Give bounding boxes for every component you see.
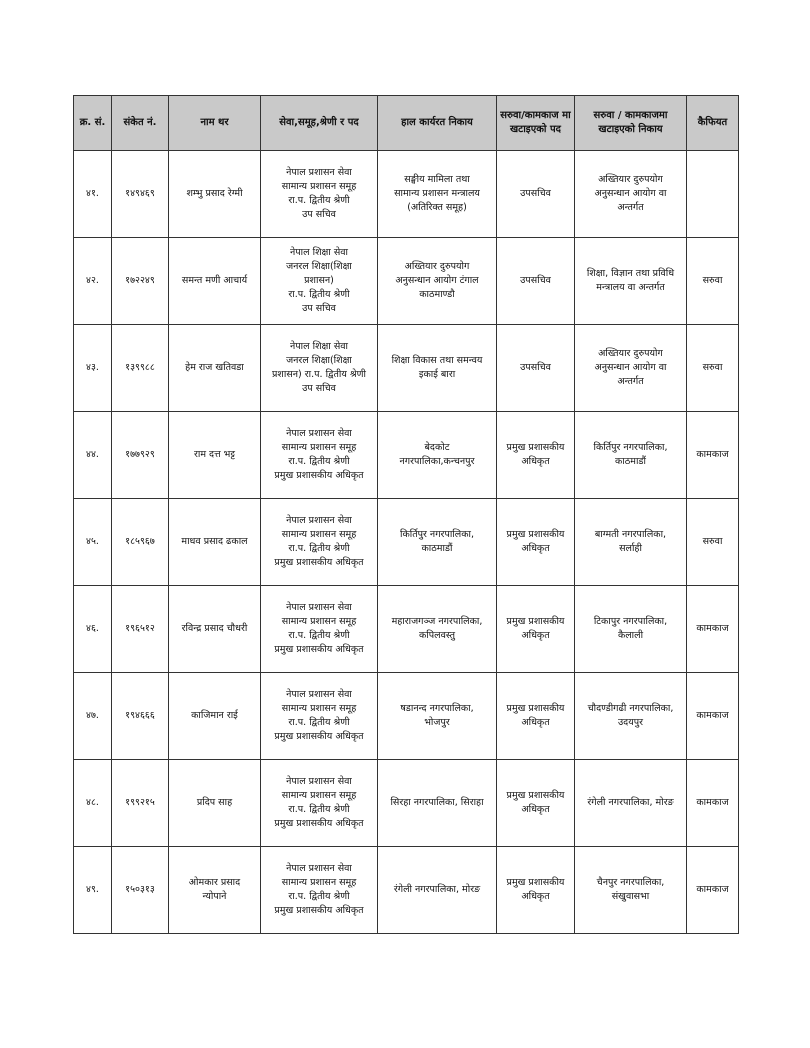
header-transfer-office: सरुवा / कामकाजमा खटाइएको निकाय [575,96,687,151]
cell-service: नेपाल प्रशासन सेवा सामान्य प्रशासन समूह रा.प. द्वितीय श्रेणी उप सचिव [261,151,378,238]
cell-service: नेपाल प्रशासन सेवा सामान्य प्रशासन समूह रा.प. द्वितीय श्रेणी प्रमुख प्रशासकीय अधिकृत [261,673,378,760]
cell-transfer-office: टिकापुर नगरपालिका, कैलाली [575,586,687,673]
cell-code: १५०३१३ [112,847,169,934]
cell-transfer-office: अख्तियार दुरुपयोग अनुसन्धान आयोग वा अन्तर्गत [575,325,687,412]
header-name: नाम थर [169,96,261,151]
header-current-office: हाल कार्यरत निकाय [378,96,497,151]
cell-sn: ४८. [74,760,112,847]
cell-name: शम्भु प्रसाद रेग्मी [169,151,261,238]
cell-transfer-office: बाग्मती नगरपालिका, सर्लाही [575,499,687,586]
cell-service: नेपाल प्रशासन सेवा सामान्य प्रशासन समूह रा.प. द्वितीय श्रेणी प्रमुख प्रशासकीय अधिकृत [261,847,378,934]
cell-service: नेपाल प्रशासन सेवा सामान्य प्रशासन समूह रा.प. द्वितीय श्रेणी प्रमुख प्रशासकीय अधिकृत [261,586,378,673]
cell-name: राम दत्त भट्ट [169,412,261,499]
transfer-table [73,95,739,934]
cell-sn: ४४. [74,412,112,499]
cell-transfer-post: प्रमुख प्रशासकीय अधिकृत [497,586,575,673]
table-row [74,673,739,760]
cell-transfer-post: प्रमुख प्रशासकीय अधिकृत [497,412,575,499]
table-row [74,151,739,238]
cell-service: नेपाल प्रशासन सेवा सामान्य प्रशासन समूह रा.प. द्वितीय श्रेणी प्रमुख प्रशासकीय अधिकृत [261,760,378,847]
header-code: संकेत नं. [112,96,169,151]
cell-current-office: किर्तिपुर नगरपालिका, काठमाडौं [378,499,497,586]
cell-current-office: षडानन्द नगरपालिका, भोजपुर [378,673,497,760]
cell-remarks: सरुवा [687,238,739,325]
table-row [74,238,739,325]
cell-transfer-post: उपसचिव [497,238,575,325]
cell-transfer-post: उपसचिव [497,325,575,412]
cell-sn: ४२. [74,238,112,325]
cell-code: १९६५१२ [112,586,169,673]
cell-transfer-post: प्रमुख प्रशासकीय अधिकृत [497,760,575,847]
cell-transfer-office: शिक्षा, विज्ञान तथा प्रविधि मन्त्रालय वा अन्तर्गत [575,238,687,325]
header-remarks: कैफियत [687,96,739,151]
cell-transfer-office: रंगेली नगरपालिका, मोरङ [575,760,687,847]
table-row [74,847,739,934]
cell-current-office: अख्तियार दुरुपयोग अनुसन्धान आयोग टंगाल काठमाण्डौ [378,238,497,325]
cell-name: हेम राज खतिवडा [169,325,261,412]
table-row [74,412,739,499]
cell-transfer-office: चौदण्डीगढी नगरपालिका, उदयपुर [575,673,687,760]
cell-current-office: महाराजगञ्ज नगरपालिका, कपिलवस्तु [378,586,497,673]
cell-remarks: सरुवा [687,325,739,412]
cell-transfer-office: चैनपुर नगरपालिका, संखुवासभा [575,847,687,934]
cell-remarks: कामकाज [687,586,739,673]
header-row [74,96,739,151]
cell-transfer-post: उपसचिव [497,151,575,238]
cell-remarks: सरुवा [687,499,739,586]
cell-transfer-post: प्रमुख प्रशासकीय अधिकृत [497,847,575,934]
cell-code: १४९४६९ [112,151,169,238]
cell-name: माधव प्रसाद ढकाल [169,499,261,586]
cell-sn: ४३. [74,325,112,412]
table-row [74,499,739,586]
cell-current-office: शिक्षा विकास तथा समन्वय इकाई बारा [378,325,497,412]
cell-name: ओमकार प्रसाद न्योपाने [169,847,261,934]
cell-name: समन्त मणी आचार्य [169,238,261,325]
cell-code: १८५९६७ [112,499,169,586]
cell-service: नेपाल प्रशासन सेवा सामान्य प्रशासन समूह रा.प. द्वितीय श्रेणी प्रमुख प्रशासकीय अधिकृत [261,412,378,499]
header-service: सेवा,समूह,श्रेणी र पद [261,96,378,151]
cell-current-office: बेदकोट नगरपालिका,कन्चनपुर [378,412,497,499]
cell-transfer-office: किर्तिपुर नगरपालिका, काठमाडौं [575,412,687,499]
cell-name: रविन्द्र प्रसाद चौधरी [169,586,261,673]
cell-current-office: सिरहा नगरपालिका, सिराहा [378,760,497,847]
cell-transfer-office: अख्तियार दुरुपयोग अनुसन्धान आयोग वा अन्तर्गत [575,151,687,238]
cell-sn: ४९. [74,847,112,934]
header-transfer-post: सरुवा/कामकाज मा खटाइएको पद [497,96,575,151]
table-row [74,586,739,673]
cell-remarks: कामकाज [687,760,739,847]
cell-transfer-post: प्रमुख प्रशासकीय अधिकृत [497,499,575,586]
cell-sn: ४७. [74,673,112,760]
cell-sn: ४१. [74,151,112,238]
cell-sn: ४६. [74,586,112,673]
cell-sn: ४५. [74,499,112,586]
cell-remarks: कामकाज [687,412,739,499]
cell-code: १९४६६६ [112,673,169,760]
cell-remarks: कामकाज [687,673,739,760]
cell-transfer-post: प्रमुख प्रशासकीय अधिकृत [497,673,575,760]
cell-code: १७२२४९ [112,238,169,325]
cell-service: नेपाल शिक्षा सेवा जनरल शिक्षा(शिक्षा प्रशासन) रा.प. द्वितीय श्रेणी उप सचिव [261,238,378,325]
header-sn: क्र. सं. [74,96,112,151]
cell-name: काजिमान राई [169,673,261,760]
table-row [74,760,739,847]
cell-code: १९९२१५ [112,760,169,847]
cell-current-office: सङ्घीय मामिला तथा सामान्य प्रशासन मन्त्रालय (अतिरिक्त समूह) [378,151,497,238]
table-row [74,325,739,412]
cell-remarks [687,151,739,238]
cell-service: नेपाल प्रशासन सेवा सामान्य प्रशासन समूह रा.प. द्वितीय श्रेणी प्रमुख प्रशासकीय अधिकृत [261,499,378,586]
cell-remarks: कामकाज [687,847,739,934]
cell-code: १७७९२९ [112,412,169,499]
cell-service: नेपाल शिक्षा सेवा जनरल शिक्षा(शिक्षा प्रशासन) रा.प. द्वितीय श्रेणी उप सचिव [261,325,378,412]
cell-name: प्रदिप साह [169,760,261,847]
cell-code: १३९९८८ [112,325,169,412]
cell-current-office: रंगेली नगरपालिका, मोरङ [378,847,497,934]
